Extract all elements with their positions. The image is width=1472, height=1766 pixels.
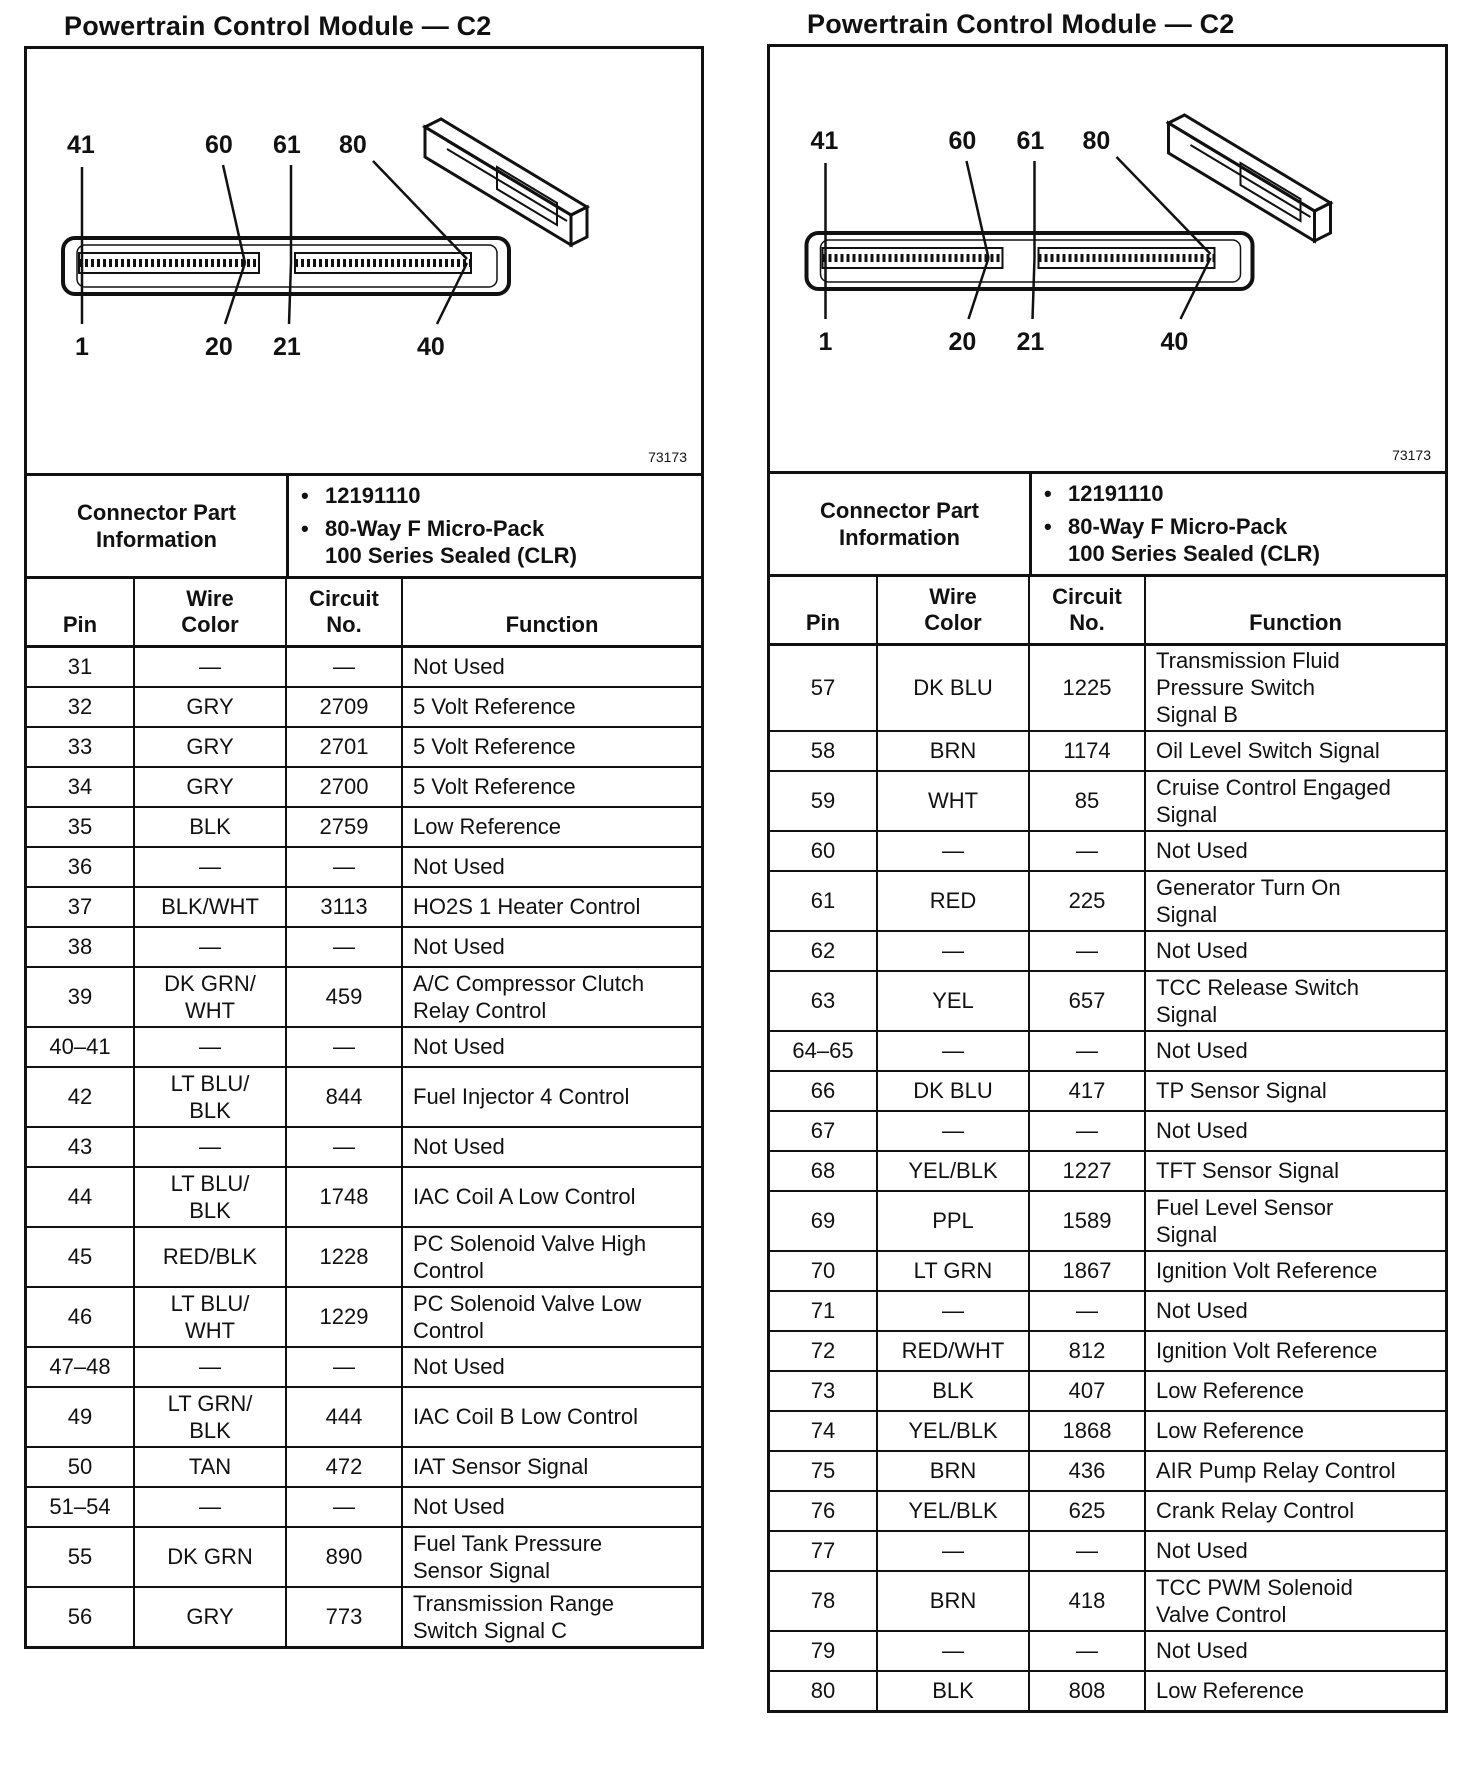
pin-label-80: 80 [1082, 127, 1111, 155]
pin-cell: 33 [27, 727, 134, 767]
function-cell: Not Used [402, 1487, 701, 1527]
connector-body [807, 233, 1253, 289]
function-cell: Low Reference [1145, 1671, 1445, 1710]
pin-label-20: 20 [948, 328, 977, 356]
table-row [27, 1127, 701, 1167]
wire-color-cell: LT BLU/ BLK [134, 1067, 286, 1127]
header-wire-color: Wire Color [134, 579, 286, 646]
circuit-cell: 225 [1029, 871, 1145, 931]
circuit-cell: — [286, 646, 402, 687]
pin-cell: 62 [770, 931, 877, 971]
circuit-cell: — [1029, 1631, 1145, 1671]
pin-leader-lines [82, 161, 467, 324]
connector-diagram [27, 49, 701, 476]
pin-cell: 77 [770, 1531, 877, 1571]
part-number: • 12191110 [1068, 480, 1445, 507]
part-info-values [289, 476, 701, 576]
pin-cell: 46 [27, 1287, 134, 1347]
table-row [770, 1031, 1445, 1071]
function-cell: Not Used [1145, 931, 1445, 971]
circuit-cell: 2701 [286, 727, 402, 767]
wire-color-cell: — [134, 1027, 286, 1067]
table-header [770, 577, 1445, 644]
pin-label-60: 60 [948, 127, 977, 155]
pin-cell: 58 [770, 731, 877, 771]
function-cell: Low Reference [402, 807, 701, 847]
table-row [27, 927, 701, 967]
table-row [770, 1111, 1445, 1151]
wire-color-cell: — [877, 1531, 1029, 1571]
wire-color-cell: — [877, 1631, 1029, 1671]
function-cell: 5 Volt Reference [402, 727, 701, 767]
wire-color-cell: DK GRN/ WHT [134, 967, 286, 1027]
wire-color-cell: — [134, 1347, 286, 1387]
function-cell: Not Used [1145, 1031, 1445, 1071]
pin-cell: 47–48 [27, 1347, 134, 1387]
wire-color-cell: — [877, 1291, 1029, 1331]
function-cell: Ignition Volt Reference [1145, 1331, 1445, 1371]
header-wire-color: Wire Color [877, 577, 1029, 644]
wire-color-cell: — [134, 1127, 286, 1167]
pin-label-21: 21 [1016, 328, 1045, 356]
function-cell: Low Reference [1145, 1411, 1445, 1451]
circuit-cell: 444 [286, 1387, 402, 1447]
function-cell: Crank Relay Control [1145, 1491, 1445, 1531]
table-row [770, 1571, 1445, 1631]
circuit-cell: 625 [1029, 1491, 1145, 1531]
pin-label-40: 40 [1160, 328, 1189, 356]
table-row [770, 1451, 1445, 1491]
pin-cell: 66 [770, 1071, 877, 1111]
pin-label-60: 60 [205, 131, 233, 159]
function-cell: Fuel Level Sensor Signal [1145, 1191, 1445, 1251]
function-cell: TFT Sensor Signal [1145, 1151, 1445, 1191]
circuit-cell: 1229 [286, 1287, 402, 1347]
table-row [27, 646, 701, 687]
pin-label-80: 80 [339, 131, 367, 159]
header-pin: Pin [770, 577, 877, 644]
pin-cell: 79 [770, 1631, 877, 1671]
pin-cell: 37 [27, 887, 134, 927]
panel-title: Powertrain Control Module — C2 [807, 9, 1235, 39]
table-row [27, 1487, 701, 1527]
function-cell: TP Sensor Signal [1145, 1071, 1445, 1111]
pin-cell: 72 [770, 1331, 877, 1371]
pinout-table [770, 577, 1445, 1710]
table-row [770, 1491, 1445, 1531]
function-cell: IAC Coil A Low Control [402, 1167, 701, 1227]
function-cell: Not Used [402, 1027, 701, 1067]
wire-color-cell: BLK/WHT [134, 887, 286, 927]
circuit-cell: 1748 [286, 1167, 402, 1227]
table-row [770, 971, 1445, 1031]
function-cell: PC Solenoid Valve Low Control [402, 1287, 701, 1347]
wire-color-cell: GRY [134, 1587, 286, 1646]
wire-color-cell: — [134, 847, 286, 887]
circuit-cell: — [286, 1347, 402, 1387]
figure-number: 73173 [1392, 447, 1431, 463]
function-cell: Not Used [1145, 1111, 1445, 1151]
pin-label-21: 21 [273, 333, 301, 361]
circuit-cell: — [1029, 1031, 1145, 1071]
right-panel [767, 4, 1448, 1713]
part-description: • 80-Way F Micro-Pack 100 Series Sealed (CLR) [1068, 513, 1445, 567]
function-cell: Cruise Control Engaged Signal [1145, 771, 1445, 831]
pin-label-20: 20 [205, 333, 233, 361]
circuit-cell: — [286, 847, 402, 887]
wire-color-cell: BLK [877, 1671, 1029, 1710]
pin-label-41: 41 [810, 127, 839, 155]
circuit-cell: 2709 [286, 687, 402, 727]
table-row [27, 687, 701, 727]
function-cell: TCC Release Switch Signal [1145, 971, 1445, 1031]
circuit-cell: 808 [1029, 1671, 1145, 1710]
pin-cell: 64–65 [770, 1031, 877, 1071]
table-row [770, 1671, 1445, 1710]
connector-drawing [27, 49, 701, 473]
table-row [770, 1151, 1445, 1191]
wire-color-cell: WHT [877, 771, 1029, 831]
header-circuit: Circuit No. [1029, 577, 1145, 644]
function-cell: Not Used [1145, 1531, 1445, 1571]
table-row [770, 1531, 1445, 1571]
circuit-cell: 2759 [286, 807, 402, 847]
circuit-cell: 1225 [1029, 644, 1145, 731]
pin-cell: 73 [770, 1371, 877, 1411]
pin-cell: 40–41 [27, 1027, 134, 1067]
wire-color-cell: RED [877, 871, 1029, 931]
function-cell: Not Used [1145, 1631, 1445, 1671]
function-cell: PC Solenoid Valve High Control [402, 1227, 701, 1287]
pin-cell: 43 [27, 1127, 134, 1167]
circuit-cell: 417 [1029, 1071, 1145, 1111]
header-circuit: Circuit No. [286, 579, 402, 646]
table-row [770, 771, 1445, 831]
table-row [770, 831, 1445, 871]
wire-color-cell: YEL/BLK [877, 1151, 1029, 1191]
connector-part-info [27, 476, 701, 579]
circuit-cell: 436 [1029, 1451, 1145, 1491]
connector-part-info [770, 474, 1445, 577]
circuit-cell: 773 [286, 1587, 402, 1646]
table-row [770, 931, 1445, 971]
function-cell: 5 Volt Reference [402, 687, 701, 727]
header-function: Function [1145, 577, 1445, 644]
table-row [770, 644, 1445, 731]
table-row [770, 1331, 1445, 1371]
connector-iso-icon [425, 119, 587, 245]
circuit-cell: 85 [1029, 771, 1145, 831]
pin-cell: 39 [27, 967, 134, 1027]
pin-cell: 60 [770, 831, 877, 871]
pin-label-61: 61 [1016, 127, 1045, 155]
pin-cell: 42 [27, 1067, 134, 1127]
circuit-cell: 1174 [1029, 731, 1145, 771]
wire-color-cell: BRN [877, 731, 1029, 771]
table-row [770, 731, 1445, 771]
panel-title: Powertrain Control Module — C2 [64, 11, 492, 41]
wire-color-cell: RED/BLK [134, 1227, 286, 1287]
function-cell: Not Used [402, 1127, 701, 1167]
table-row [27, 1167, 701, 1227]
wire-color-cell: BRN [877, 1571, 1029, 1631]
pin-cell: 38 [27, 927, 134, 967]
wire-color-cell: BLK [134, 807, 286, 847]
part-info-values [1032, 474, 1445, 574]
pin-label-1: 1 [75, 333, 89, 361]
circuit-cell: 890 [286, 1527, 402, 1587]
table-row [27, 887, 701, 927]
wire-color-cell: — [877, 931, 1029, 971]
header-function: Function [402, 579, 701, 646]
pin-cell: 56 [27, 1587, 134, 1646]
table-row [27, 1527, 701, 1587]
wire-color-cell: GRY [134, 687, 286, 727]
pin-cell: 31 [67, 654, 93, 679]
function-cell: Not Used [402, 646, 701, 687]
table-header [27, 579, 701, 646]
wire-color-cell: GRY [134, 727, 286, 767]
circuit-cell: 844 [286, 1067, 402, 1127]
wire-color-cell: — [877, 831, 1029, 871]
wire-color-cell: DK GRN [134, 1527, 286, 1587]
function-cell: Low Reference [1145, 1371, 1445, 1411]
pin-cell: 74 [770, 1411, 877, 1451]
function-cell: 5 Volt Reference [402, 767, 701, 807]
function-cell: IAC Coil B Low Control [402, 1387, 701, 1447]
wire-color-cell: LT GRN/ BLK [134, 1387, 286, 1447]
table-row [27, 1447, 701, 1487]
connector-drawing [770, 47, 1445, 471]
pin-cell: 49 [27, 1387, 134, 1447]
circuit-cell: — [1029, 1531, 1145, 1571]
table-row [770, 1371, 1445, 1411]
table-row [770, 1071, 1445, 1111]
table-row [27, 847, 701, 887]
wire-color-cell: — [134, 927, 286, 967]
wire-color-cell: — [877, 1111, 1029, 1151]
circuit-cell: — [286, 927, 402, 967]
table-row [770, 1251, 1445, 1291]
table-row [770, 1631, 1445, 1671]
circuit-cell: — [1029, 831, 1145, 871]
wire-color-cell: — [877, 1031, 1029, 1071]
pin-cell: 70 [770, 1251, 877, 1291]
table-row [27, 1027, 701, 1067]
figure-number: 73173 [648, 449, 687, 465]
pin-cell: 57 [810, 675, 836, 700]
function-cell: Not Used [1145, 1291, 1445, 1331]
pin-cell: 78 [770, 1571, 877, 1631]
circuit-cell: — [286, 1487, 402, 1527]
function-cell: Oil Level Switch Signal [1145, 731, 1445, 771]
table-row [27, 1067, 701, 1127]
pin-cell: 80 [770, 1671, 877, 1710]
circuit-cell: 472 [286, 1447, 402, 1487]
function-cell: Transmission Range Switch Signal C [402, 1587, 701, 1646]
wire-color-cell: YEL [877, 971, 1029, 1031]
table-row [770, 1411, 1445, 1451]
wire-color-cell: BLK [877, 1371, 1029, 1411]
function-cell: Ignition Volt Reference [1145, 1251, 1445, 1291]
wire-color-cell: RED/WHT [877, 1331, 1029, 1371]
wire-color-cell: — [134, 646, 286, 687]
circuit-cell: 459 [286, 967, 402, 1027]
table-row [27, 1587, 701, 1646]
wire-color-cell: LT BLU/ WHT [134, 1287, 286, 1347]
table-row [27, 767, 701, 807]
table-row [27, 1227, 701, 1287]
connector-frame [767, 44, 1448, 1713]
function-cell: HO2S 1 Heater Control [402, 887, 701, 927]
circuit-cell: 407 [1029, 1371, 1145, 1411]
pin-cell: 68 [770, 1151, 877, 1191]
pin-leader-lines [826, 157, 1211, 319]
pin-cell: 75 [770, 1451, 877, 1491]
circuit-cell: 657 [1029, 971, 1145, 1031]
function-cell: IAT Sensor Signal [402, 1447, 701, 1487]
circuit-cell: — [1029, 931, 1145, 971]
circuit-cell: — [1029, 1111, 1145, 1151]
pin-cell: 61 [770, 871, 877, 931]
pin-cell: 69 [770, 1191, 877, 1251]
part-description: • 80-Way F Micro-Pack 100 Series Sealed (CLR) [325, 515, 701, 569]
pinout-rows [770, 644, 1445, 1710]
part-info-label: Connector Part Information [770, 474, 1032, 574]
pin-cell: 50 [27, 1447, 134, 1487]
wire-color-cell: GRY [134, 767, 286, 807]
connector-body [63, 238, 509, 294]
circuit-cell: 1228 [286, 1227, 402, 1287]
function-cell: Transmission Fluid Pressure Switch Signal B [1145, 644, 1445, 731]
wire-color-cell: — [134, 1487, 286, 1527]
circuit-cell: 3113 [286, 887, 402, 927]
table-row [27, 1387, 701, 1447]
function-cell: Not Used [1145, 831, 1445, 871]
circuit-cell: 2700 [286, 767, 402, 807]
table-row [770, 871, 1445, 931]
wire-color-cell: LT GRN [877, 1251, 1029, 1291]
function-cell: A/C Compressor Clutch Relay Control [402, 967, 701, 1027]
pin-cell: 76 [770, 1491, 877, 1531]
function-cell: Not Used [402, 847, 701, 887]
circuit-cell: 812 [1029, 1331, 1145, 1371]
table-row [27, 1347, 701, 1387]
wire-color-cell: LT BLU/ BLK [134, 1167, 286, 1227]
circuit-cell: — [286, 1027, 402, 1067]
table-row [27, 967, 701, 1027]
pinout-rows [27, 646, 701, 1646]
wire-color-cell: TAN [134, 1447, 286, 1487]
wire-color-cell: DK BLU [877, 644, 1029, 731]
function-cell: TCC PWM Solenoid Valve Control [1145, 1571, 1445, 1631]
table-row [770, 1191, 1445, 1251]
pin-cell: 35 [27, 807, 134, 847]
function-cell: Fuel Tank Pressure Sensor Signal [402, 1527, 701, 1587]
pin-cell: 59 [770, 771, 877, 831]
table-row [27, 807, 701, 847]
pin-cell: 63 [770, 971, 877, 1031]
connector-iso-icon [1169, 115, 1331, 241]
function-cell: AIR Pump Relay Control [1145, 1451, 1445, 1491]
circuit-cell: — [1029, 1291, 1145, 1331]
pin-cell: 55 [27, 1527, 134, 1587]
pin-label-1: 1 [818, 328, 833, 356]
pin-label-40: 40 [417, 333, 445, 361]
pin-cell: 67 [770, 1111, 877, 1151]
left-panel [24, 6, 704, 1649]
wire-color-cell: BRN [877, 1451, 1029, 1491]
table-row [27, 727, 701, 767]
part-info-label: Connector Part Information [27, 476, 289, 576]
header-pin: Pin [27, 579, 134, 646]
pinout-table [27, 579, 701, 1646]
table-row [27, 1287, 701, 1347]
pin-cell: 45 [27, 1227, 134, 1287]
pin-cell: 32 [27, 687, 134, 727]
part-number: • 12191110 [325, 482, 701, 509]
wire-color-cell: DK BLU [877, 1071, 1029, 1111]
wire-color-cell: PPL [877, 1191, 1029, 1251]
pin-label-41: 41 [67, 131, 95, 159]
circuit-cell: — [286, 1127, 402, 1167]
pin-cell: 34 [27, 767, 134, 807]
function-cell: Fuel Injector 4 Control [402, 1067, 701, 1127]
function-cell: Not Used [402, 927, 701, 967]
circuit-cell: 1589 [1029, 1191, 1145, 1251]
circuit-cell: 1868 [1029, 1411, 1145, 1451]
wire-color-cell: YEL/BLK [877, 1491, 1029, 1531]
wire-color-cell: YEL/BLK [877, 1411, 1029, 1451]
table-row [770, 1291, 1445, 1331]
pin-cell: 71 [770, 1291, 877, 1331]
function-cell: Not Used [402, 1347, 701, 1387]
function-cell: Generator Turn On Signal [1145, 871, 1445, 931]
connector-diagram [770, 47, 1445, 474]
pin-cell: 51–54 [27, 1487, 134, 1527]
circuit-cell: 1227 [1029, 1151, 1145, 1191]
pin-cell: 44 [27, 1167, 134, 1227]
circuit-cell: 1867 [1029, 1251, 1145, 1291]
pin-label-61: 61 [273, 131, 301, 159]
circuit-cell: 418 [1029, 1571, 1145, 1631]
pin-cell: 36 [27, 847, 134, 887]
connector-frame [24, 46, 704, 1649]
